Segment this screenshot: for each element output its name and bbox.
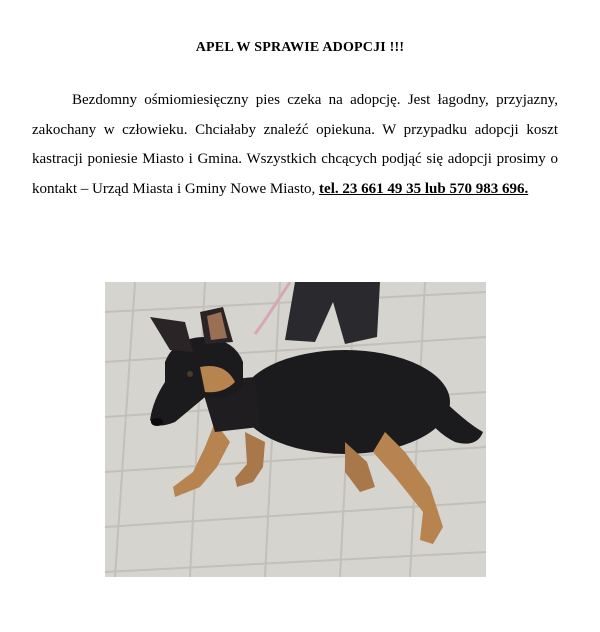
- document-title: APEL W SPRAWIE ADOPCJI !!!: [195, 40, 405, 55]
- paragraph-body-text: Bezdomny ośmiomiesięczny pies czeka na adopcję. Jest łagodny, przyjazny, zakochany w człowieku. Chciałaby znaleźć opiekuna. W przypadku adopcji koszt kastracji poniesie Miasto i Gmina. Wszystkich chcących podjąć się adopcji prosimy o kontakt – Urząd Miasta i Gminy Nowe Miasto,: [32, 92, 558, 197]
- dog-illustration: [105, 282, 486, 577]
- contact-phone-text: tel. 23 661 49 35 lub 570 983 696.: [319, 180, 529, 197]
- dog-photo: [105, 282, 486, 577]
- dog-body: [240, 350, 450, 454]
- adoption-paragraph: [32, 86, 558, 204]
- dog-nose: [151, 418, 163, 426]
- dog-eye: [187, 371, 193, 377]
